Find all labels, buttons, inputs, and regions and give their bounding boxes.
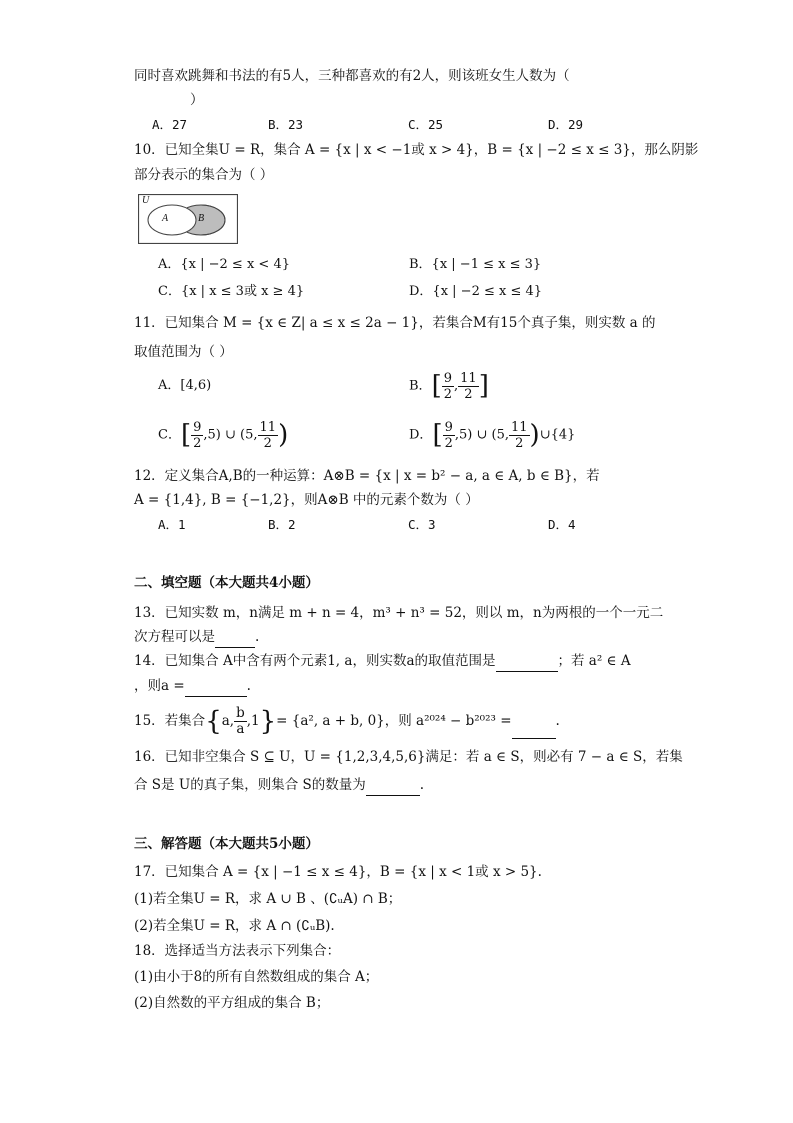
venn-set-a bbox=[148, 205, 196, 235]
q13-text-line2-body: 次方程可以是 bbox=[134, 629, 215, 645]
q11-d-frac2-den: 2 bbox=[515, 435, 524, 451]
q12-option-c: C．3 bbox=[408, 517, 436, 532]
venn-label-a: A bbox=[162, 213, 169, 224]
q11-c-frac2-den: 2 bbox=[263, 435, 272, 451]
q9-text-line2: ） bbox=[190, 92, 204, 108]
q11-d-tail: 5) ∪ (5, bbox=[459, 427, 509, 443]
q11-option-d-label: D． bbox=[409, 427, 433, 443]
q15-frac-num: b bbox=[236, 705, 245, 721]
q9-option-a: A．27 bbox=[152, 117, 188, 132]
q12-text-line2: A = {1,4}, B = {−1,2}，则A⊗B 中的元素个数为（ ） bbox=[134, 492, 479, 508]
q12-text-line1: 12．定义集合A,B的一种运算：A⊗B = {x | x = b² − a, a ∈ A, b ∈ B}，若 bbox=[134, 468, 600, 484]
section-solve-title: 三、解答题（本大题共5小题） bbox=[134, 836, 319, 852]
q17-part2: (2)若全集U = R，求 A ∩ (∁ᵤB). bbox=[134, 918, 335, 934]
q15-set-right: ,1 bbox=[246, 713, 260, 729]
q11-text-line2: 取值范围为（ ） bbox=[134, 344, 233, 360]
q10-option-c: C．{x | x ≤ 3或 x ≥ 4} bbox=[158, 284, 305, 299]
q11-option-c: C．[ $\frac{9}{2}$ ,5) ∪ (5, $\frac{11}{2}$ ) bbox=[158, 419, 289, 451]
q9-option-d: D．29 bbox=[548, 117, 584, 132]
q10-option-d: D．{x | −2 ≤ x ≤ 4} bbox=[409, 284, 543, 299]
q15-set-left: a, bbox=[221, 713, 235, 729]
q12-option-d: D．4 bbox=[548, 517, 576, 532]
q11-option-c-label: C． bbox=[158, 427, 181, 443]
q15-mid: = {a², a + b, 0}，则 a²⁰²⁴ − b²⁰²³ = bbox=[276, 713, 512, 729]
q11-b-frac1-den: 2 bbox=[443, 386, 452, 402]
q9-text-line1: 同时喜欢跳舞和书法的有5人，三种都喜欢的有2人，则该班女生人数为（ bbox=[134, 68, 570, 84]
q15-period: . bbox=[555, 713, 560, 729]
q16-answer-blank bbox=[366, 775, 420, 796]
q18-part1: (1)由小于8的所有自然数组成的集合 A； bbox=[134, 969, 379, 985]
q13-text-line2 bbox=[134, 627, 259, 648]
q14-answer-blank-2 bbox=[185, 676, 247, 697]
venn-label-b: B bbox=[198, 213, 205, 224]
q18-text-line1: 18．选择适当方法表示下列集合： bbox=[134, 943, 341, 959]
q15-frac-den: a bbox=[236, 721, 245, 737]
q14-text-line1-tail: ；若 a² ∈ A bbox=[557, 653, 631, 669]
q16-text-line2-body: 合 S是 U的真子集，则集合 S的数量为 bbox=[134, 777, 366, 793]
q9-option-b: B．23 bbox=[268, 117, 304, 132]
q11-d-union-4: ∪{4} bbox=[539, 427, 576, 443]
q14-text-line1 bbox=[134, 651, 631, 672]
q12-option-a: A．1 bbox=[158, 517, 186, 532]
q16-text-line1: 16．已知非空集合 S ⊆ U，U = {1,2,3,4,5,6}满足：若 a ∈ S，则必有 7 − a ∈ S，若集 bbox=[134, 749, 683, 765]
q13-answer-blank bbox=[215, 627, 255, 648]
q14-period: . bbox=[246, 678, 251, 694]
q11-c-frac1-num: 9 bbox=[193, 419, 202, 435]
venn-svg bbox=[138, 194, 238, 244]
q11-option-d: D．[ $\frac{9}{2}$ ,5) ∪ (5, $\frac{11}{2}$ )∪{4} bbox=[409, 419, 576, 451]
q13-text-line1: 13．已知实数 m，n满足 m + n = 4，m³ + n³ = 52，则以 m，n为两根的一个一元二 bbox=[134, 605, 664, 621]
q11-d-frac1-den: 2 bbox=[444, 435, 453, 451]
q11-c-frac1-den: 2 bbox=[193, 435, 202, 451]
q11-text-line1: 11．已知集合 M = {x ∈ Z| a ≤ x ≤ 2a − 1}，若集合M有15个真子集，则实数 a 的 bbox=[134, 315, 656, 331]
q11-c-frac2-num: 11 bbox=[259, 419, 277, 435]
q9-option-c: C．25 bbox=[408, 117, 444, 132]
q15-answer-blank bbox=[512, 704, 556, 739]
q11-d-frac2-num: 11 bbox=[511, 419, 528, 435]
q11-b-frac2-num: 11 bbox=[460, 370, 477, 386]
q16-text-line2 bbox=[134, 775, 424, 796]
section-fill-in-title: 二、填空题（本大题共4小题） bbox=[134, 575, 319, 591]
q17-text-line1: 17．已知集合 A = {x | −1 ≤ x ≤ 4}，B = {x | x < 1或 x > 5}. bbox=[134, 864, 542, 880]
q12-option-b: B．2 bbox=[268, 517, 296, 532]
q15-text: 15．若集合{a, $\frac{b}{a}$ ,1}= {a², a + b, 0}，则 a²⁰²⁴ − b²⁰²³ = . bbox=[134, 705, 560, 737]
q11-option-b: B．[ $\frac{9}{2}$ , $\frac{11}{2}$ ] bbox=[409, 370, 489, 402]
q14-text-line2 bbox=[134, 676, 251, 697]
venn-diagram bbox=[138, 194, 238, 244]
q10-text-line1: 10．已知全集U = R，集合 A = {x | x < −1或 x > 4}，B = {x | −2 ≤ x ≤ 3}，那么阴影 bbox=[134, 142, 699, 158]
q11-b-frac1-num: 9 bbox=[443, 370, 452, 386]
q18-part2: (2)自然数的平方组成的集合 B； bbox=[134, 995, 330, 1011]
q14-text-line2-body: ，则a = bbox=[134, 678, 185, 694]
q11-option-a: A．[4,6) bbox=[158, 378, 212, 393]
q14-answer-blank-1 bbox=[496, 651, 558, 672]
q11-b-frac2-den: 2 bbox=[464, 386, 473, 402]
q17-part1: (1)若全集U = R，求 A ∪ B 、(∁ᵤA) ∩ B； bbox=[134, 891, 402, 907]
q16-period: . bbox=[419, 777, 425, 793]
q11-option-b-label: B． bbox=[409, 378, 432, 394]
q13-period: . bbox=[255, 629, 260, 645]
q14-text-line1-body: 14．已知集合 A中含有两个元素1, a，则实数a的取值范围是 bbox=[134, 653, 496, 669]
q15-prefix: 15．若集合 bbox=[134, 713, 206, 729]
q11-d-frac1-num: 9 bbox=[444, 419, 453, 435]
q10-text-line2: 部分表示的集合为（ ） bbox=[134, 167, 274, 183]
q11-c-tail: 5) ∪ (5, bbox=[207, 427, 258, 443]
q10-option-b: B．{x | −1 ≤ x ≤ 3} bbox=[409, 257, 542, 272]
q10-option-a: A．{x | −2 ≤ x < 4} bbox=[158, 257, 290, 272]
venn-label-u: U bbox=[142, 195, 150, 206]
